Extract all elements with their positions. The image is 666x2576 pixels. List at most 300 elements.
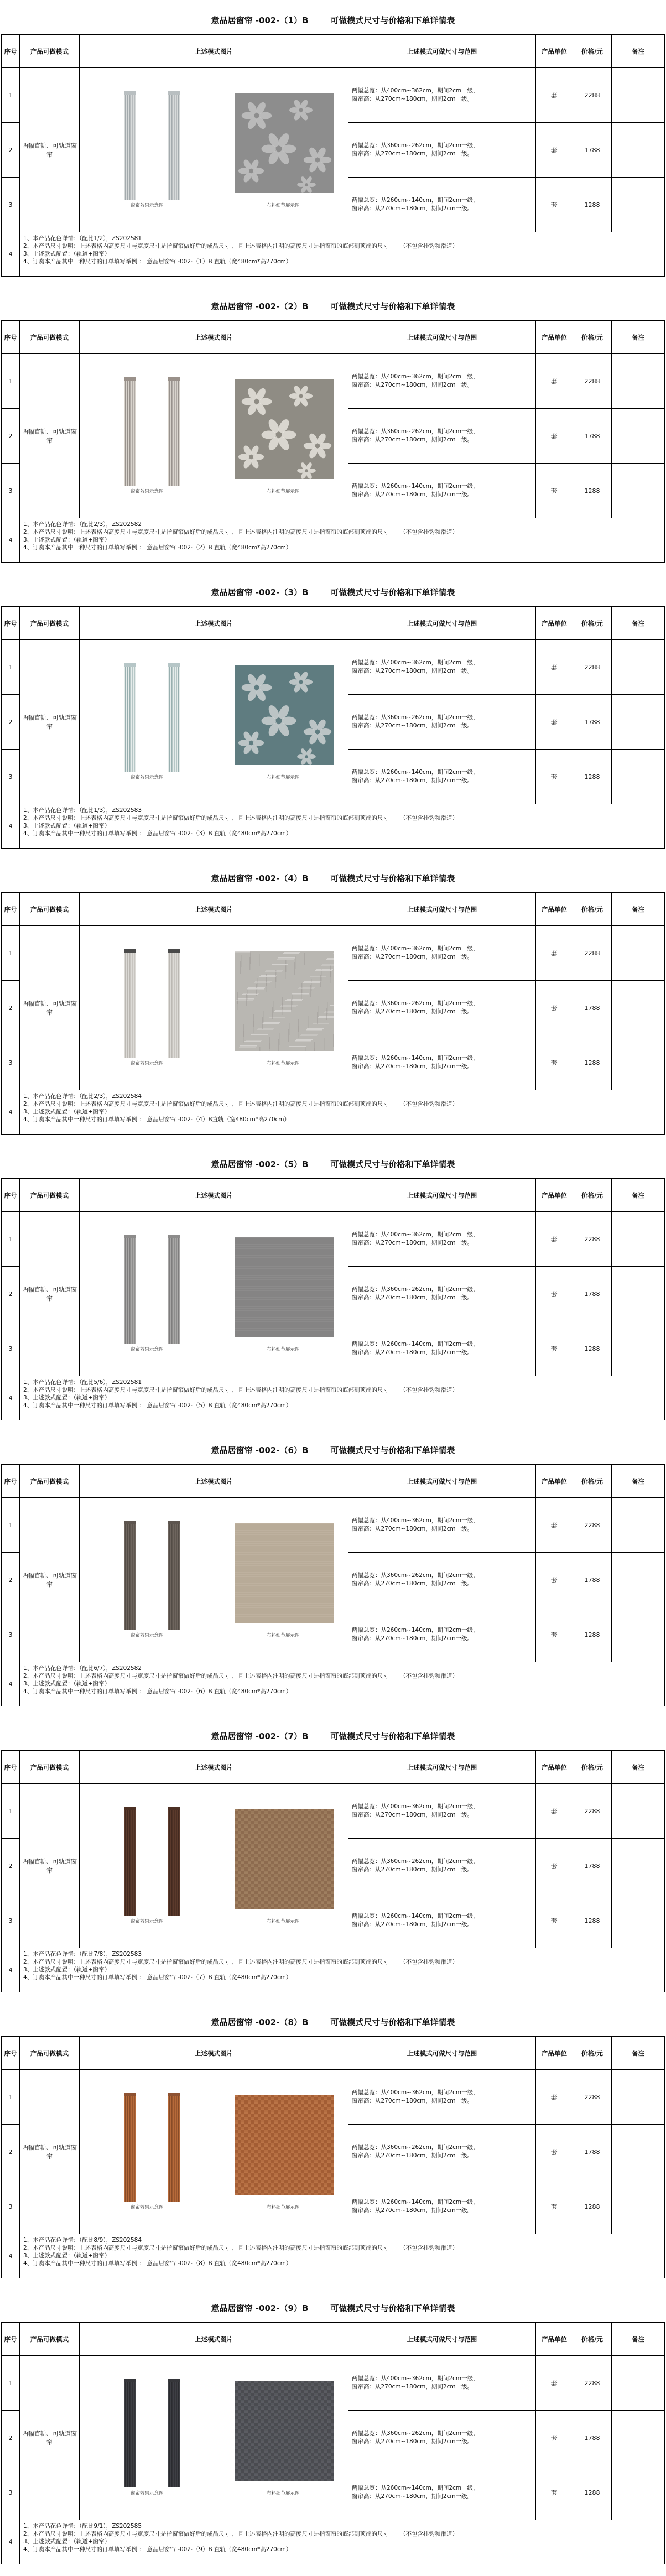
notes-cell: [20, 1662, 665, 1706]
size-line: 窗帘高：从270cm~180cm，期间2cm一级。: [352, 382, 474, 389]
row-index: 2: [2, 1553, 20, 1607]
header-row: [2, 2323, 665, 2356]
remark-value: [612, 2125, 665, 2179]
row-index: 3: [2, 750, 20, 804]
color-note: 1、本产品花色详情：（配比6/7），ZS202582: [23, 1664, 142, 1672]
title-suffix: 可做模式尺寸与价格和下单详情表: [330, 587, 455, 597]
row-index: 2: [2, 1839, 20, 1893]
notes-cell: [20, 1090, 665, 1134]
table-row: [2, 926, 665, 981]
row-index: 3: [2, 178, 20, 232]
header-picture: 上述模式图片: [80, 1179, 348, 1212]
size-range: [348, 981, 536, 1035]
size-line: 窗帘高：从270cm~180cm，期间2cm一级。: [352, 1008, 474, 1016]
price-value: 1788: [573, 123, 612, 178]
header-picture: 上述模式图片: [80, 1465, 348, 1498]
unit-value: 套: [536, 1553, 573, 1607]
size-line: 两幅总宽：从260cm~140cm，期间2cm一级，: [352, 2199, 479, 2205]
size-note: [23, 2530, 661, 2538]
curtain-caption: 窗帘效果示意图: [131, 1919, 164, 1925]
notes-cell: [20, 2520, 665, 2564]
size-line: 两幅总宽：从400cm~362cm，期间2cm一级，: [352, 945, 479, 953]
size-range: [348, 68, 536, 123]
size-line: 两幅总宽：从360cm~262cm，期间2cm一级，: [352, 1858, 479, 1865]
size-line: 两幅总宽：从360cm~262cm，期间2cm一级，: [352, 2144, 479, 2151]
price-value: 1788: [573, 1267, 612, 1321]
order-note: 4、订购本产品其中一种尺寸的订单填写举例 ： 意品居窗帘 -002-（8）B 直轨（宽480cm*高270cm）: [23, 2260, 292, 2267]
curtain-illustration: [85, 659, 218, 783]
price-value: 2288: [573, 640, 612, 695]
remark-value: [612, 926, 665, 981]
size-range: [348, 1498, 536, 1553]
size-line: 窗帘高：从270cm~180cm，期间2cm一级。: [352, 1866, 474, 1874]
product-name: 意品居窗帘 -002-（3）B: [211, 587, 309, 597]
price-value: 1288: [573, 464, 612, 518]
header-index: 序号: [2, 2037, 20, 2070]
block-title: [0, 586, 666, 600]
remark-value: [612, 354, 665, 409]
pictures: [80, 2371, 348, 2504]
header-row: [2, 1179, 665, 1212]
pictures: [80, 1513, 348, 1646]
size-range: [348, 1839, 536, 1893]
header-picture: 上述模式图片: [80, 893, 348, 926]
fabric-swatch: [235, 1809, 334, 1909]
header-unit: 产品单位: [536, 1179, 573, 1212]
fabric-caption: 布料细节展示图: [267, 203, 300, 209]
notes-index: 4: [2, 1662, 20, 1706]
pictures: [80, 370, 348, 502]
color-note: 1、本产品花色详情：（配比7/8），ZS202583: [23, 1950, 142, 1958]
notes-row: [2, 2520, 665, 2564]
size-range: [348, 2070, 536, 2125]
size-range: [348, 1267, 536, 1321]
row-index: 1: [2, 926, 20, 981]
notes-row: [2, 1662, 665, 1706]
header-picture: 上述模式图片: [80, 321, 348, 354]
color-note: 1、本产品花色详情：（配比9/1），ZS202585: [23, 2522, 142, 2530]
size-line: 窗帘高：从270cm~180cm，期间2cm一级。: [352, 2438, 474, 2445]
color-note: 1、本产品花色详情：（配比5/6），ZS202581: [23, 1378, 142, 1386]
notes-index: 4: [2, 1090, 20, 1134]
remark-value: [612, 2465, 665, 2520]
order-note: 4、订购本产品其中一种尺寸的订单填写举例 ： 意品居窗帘 -002-（4）B直轨（宽480cm*高270cm）: [23, 1116, 290, 1123]
size-line: 窗帘高：从270cm~180cm，期间2cm一级。: [352, 1240, 474, 1247]
size-note-suffix: （不包含挂钩和滑道）: [400, 1386, 459, 1393]
color-note: 1、本产品花色详情：（配比8/9），ZS202584: [23, 2236, 142, 2244]
size-note-text: 2、本产品尺寸说明：上述表格内高度尺寸与宽度尺寸是指窗帘做好后的成品尺寸 ，且上述表格内注明的高度尺寸是指窗帘的底部到顶端的尺寸: [23, 1386, 389, 1393]
header-unit: 产品单位: [536, 35, 573, 68]
picture-cell: [80, 354, 348, 518]
size-line: 窗帘高：从270cm~180cm，期间2cm一级。: [352, 722, 474, 730]
block-title: [0, 300, 666, 314]
title-suffix: 可做模式尺寸与价格和下单详情表: [330, 2017, 455, 2027]
size-line: 两幅总宽：从400cm~362cm，期间2cm一级，: [352, 2375, 479, 2382]
curtain-panel: [124, 2379, 136, 2487]
unit-value: 套: [536, 1212, 573, 1267]
size-line: 窗帘高：从270cm~180cm，期间2cm一级。: [352, 668, 474, 675]
curtain-illustration: [85, 373, 218, 497]
size-note-suffix: （不包含挂钩和滑道）: [400, 1672, 459, 1679]
header-row: [2, 1751, 665, 1784]
curtain-caption: 窗帘效果示意图: [131, 1633, 164, 1639]
row-index: 2: [2, 123, 20, 178]
accessory-note: 3、上述款式配置：（轨道+窗帘）: [23, 250, 111, 257]
remark-value: [612, 2411, 665, 2465]
fabric-swatch: [235, 93, 334, 193]
price-value: 1788: [573, 1839, 612, 1893]
size-note: [23, 1100, 661, 1108]
row-index: 3: [2, 1607, 20, 1662]
size-range: [348, 1553, 536, 1607]
size-note-text: 2、本产品尺寸说明：上述表格内高度尺寸与宽度尺寸是指窗帘做好后的成品尺寸 ，且上述表格内注明的高度尺寸是指窗帘的底部到顶端的尺寸: [23, 1100, 389, 1107]
accessory-note: 3、上述款式配置：（轨道+窗帘）: [23, 1108, 111, 1115]
header-price: 价格/元: [573, 2323, 612, 2356]
curtain-panel: [124, 2093, 136, 2202]
table-row: [2, 2356, 665, 2411]
remark-value: [612, 409, 665, 464]
unit-value: 套: [536, 354, 573, 409]
accessory-note: 3、上述款式配置：（轨道+窗帘）: [23, 2252, 111, 2259]
size-range: [348, 1321, 536, 1376]
row-index: 1: [2, 2070, 20, 2125]
unit-value: 套: [536, 2465, 573, 2520]
size-line: 两幅总宽：从260cm~140cm，期间2cm一级，: [352, 483, 479, 490]
size-range: [348, 464, 536, 518]
notes-cell: [20, 2234, 665, 2278]
size-line: 两幅总宽：从360cm~262cm，期间2cm一级，: [352, 428, 479, 435]
fabric-swatch: [235, 2095, 334, 2195]
table-row: [2, 1212, 665, 1267]
notes-row: [2, 518, 665, 562]
row-index: 3: [2, 2465, 20, 2520]
price-value: 1788: [573, 695, 612, 750]
notes-index: 4: [2, 804, 20, 848]
size-line: 窗帘高：从270cm~180cm，期间2cm一级。: [352, 205, 474, 212]
header-unit: 产品单位: [536, 607, 573, 640]
size-note: [23, 2244, 661, 2252]
header-type: 产品可做模式: [20, 1465, 80, 1498]
product-name: 意品居窗帘 -002-（5）B: [211, 1159, 309, 1169]
size-line: 两幅总宽：从360cm~262cm，期间2cm一级，: [352, 142, 479, 149]
size-note-suffix: （不包含挂钩和滑道）: [400, 242, 459, 249]
notes-row: [2, 232, 665, 276]
unit-value: 套: [536, 1839, 573, 1893]
curtain-panel: [168, 2093, 180, 2202]
fabric-caption: 布料细节展示图: [267, 2491, 300, 2497]
header-type: 产品可做模式: [20, 35, 80, 68]
header-size: 上述模式可做尺寸与范围: [348, 893, 536, 926]
size-line: 两幅总宽：从260cm~140cm，期间2cm一级，: [352, 1913, 479, 1919]
block-title: [0, 2016, 666, 2029]
curtain-illustration: [85, 1517, 218, 1641]
size-note-text: 2、本产品尺寸说明：上述表格内高度尺寸与宽度尺寸是指窗帘做好后的成品尺寸 ，且上述表格内注明的高度尺寸是指窗帘的底部到顶端的尺寸: [23, 1672, 389, 1679]
row-index: 3: [2, 1321, 20, 1376]
price-value: 2288: [573, 926, 612, 981]
remark-value: [612, 1893, 665, 1948]
mode-type: 两幅直轨、可轨道窗帘: [20, 640, 80, 804]
spec-table: [1, 1464, 665, 1706]
remark-value: [612, 1267, 665, 1321]
curtain-panel: [124, 377, 136, 486]
size-note-suffix: （不包含挂钩和滑道）: [400, 1100, 459, 1107]
price-value: 2288: [573, 1784, 612, 1839]
table-row: [2, 1498, 665, 1553]
order-note: 4、订购本产品其中一种尺寸的订单填写举例 ： 意品居窗帘 -002-（9）B 直轨（宽480cm*高270cm）: [23, 2546, 292, 2553]
curtain-caption: 窗帘效果示意图: [131, 1061, 164, 1067]
header-type: 产品可做模式: [20, 607, 80, 640]
fabric-caption: 布料细节展示图: [267, 1347, 300, 1353]
size-line: 两幅总宽：从400cm~362cm，期间2cm一级，: [352, 1517, 479, 1524]
header-remark: 备注: [612, 893, 665, 926]
size-line: 窗帘高：从270cm~180cm，期间2cm一级。: [352, 1349, 474, 1356]
size-line: 窗帘高：从270cm~180cm，期间2cm一级。: [352, 2384, 474, 2391]
header-unit: 产品单位: [536, 1751, 573, 1784]
notes-index: 4: [2, 518, 20, 562]
header-unit: 产品单位: [536, 321, 573, 354]
header-unit: 产品单位: [536, 2037, 573, 2070]
price-value: 1788: [573, 2125, 612, 2179]
pictures: [80, 1799, 348, 1932]
size-line: 两幅总宽：从400cm~362cm，期间2cm一级，: [352, 2089, 479, 2096]
size-line: 窗帘高：从270cm~180cm，期间2cm一级。: [352, 777, 474, 784]
fabric-swatch: [235, 2381, 334, 2481]
unit-value: 套: [536, 640, 573, 695]
size-note-suffix: （不包含挂钩和滑道）: [400, 1958, 459, 1965]
header-price: 价格/元: [573, 2037, 612, 2070]
order-note: 4、订购本产品其中一种尺寸的订单填写举例 ： 意品居窗帘 -002-（6）B 直轨（宽480cm*高270cm）: [23, 1688, 292, 1695]
header-picture: 上述模式图片: [80, 2037, 348, 2070]
header-remark: 备注: [612, 1751, 665, 1784]
title-suffix: 可做模式尺寸与价格和下单详情表: [330, 2303, 455, 2313]
notes-index: 4: [2, 232, 20, 276]
fabric-swatch: [235, 665, 334, 765]
size-line: 窗帘高：从270cm~180cm，期间2cm一级。: [352, 1526, 474, 1533]
accessory-note: 3、上述款式配置：（轨道+窗帘）: [23, 822, 111, 829]
row-index: 2: [2, 695, 20, 750]
size-line: 窗帘高：从270cm~180cm，期间2cm一级。: [352, 1580, 474, 1588]
curtain-panel: [124, 949, 136, 1058]
unit-value: 套: [536, 1784, 573, 1839]
unit-value: 套: [536, 178, 573, 232]
size-line: 两幅总宽：从260cm~140cm，期间2cm一级，: [352, 1341, 479, 1347]
row-index: 2: [2, 409, 20, 464]
header-index: 序号: [2, 321, 20, 354]
product-block: [0, 1430, 666, 1716]
size-range: [348, 640, 536, 695]
spec-table: [1, 1178, 665, 1420]
size-line: 两幅总宽：从260cm~140cm，期间2cm一级，: [352, 197, 479, 204]
remark-value: [612, 1553, 665, 1607]
product-block: [0, 1716, 666, 2002]
picture-cell: [80, 1784, 348, 1948]
remark-value: [612, 2179, 665, 2234]
pictures: [80, 1227, 348, 1360]
notes-row: [2, 2234, 665, 2278]
title-suffix: 可做模式尺寸与价格和下单详情表: [330, 1159, 455, 1169]
notes-cell: [20, 1376, 665, 1420]
header-price: 价格/元: [573, 1179, 612, 1212]
product-block: [0, 2002, 666, 2288]
price-value: 2288: [573, 354, 612, 409]
mode-type: 两幅直轨、可轨道窗帘: [20, 354, 80, 518]
unit-value: 套: [536, 1321, 573, 1376]
curtain-panel: [168, 2379, 180, 2487]
size-line: 两幅总宽：从400cm~362cm，期间2cm一级，: [352, 659, 479, 667]
fabric-caption: 布料细节展示图: [267, 775, 300, 781]
order-note: 4、订购本产品其中一种尺寸的订单填写举例 ： 意品居窗帘 -002-（2）B 直轨（宽480cm*高270cm）: [23, 544, 292, 551]
title-suffix: 可做模式尺寸与价格和下单详情表: [330, 301, 455, 311]
size-note-suffix: （不包含挂钩和滑道）: [400, 528, 459, 535]
header-type: 产品可做模式: [20, 2323, 80, 2356]
unit-value: 套: [536, 1035, 573, 1090]
size-range: [348, 2465, 536, 2520]
curtain-panel: [124, 663, 136, 772]
size-note: [23, 1386, 661, 1394]
size-range: [348, 409, 536, 464]
header-remark: 备注: [612, 2037, 665, 2070]
header-remark: 备注: [612, 607, 665, 640]
picture-cell: [80, 1498, 348, 1662]
size-note-text: 2、本产品尺寸说明：上述表格内高度尺寸与宽度尺寸是指窗帘做好后的成品尺寸 ，且上述表格内注明的高度尺寸是指窗帘的底部到顶端的尺寸: [23, 2244, 389, 2251]
size-line: 窗帘高：从270cm~180cm，期间2cm一级。: [352, 954, 474, 961]
size-line: 窗帘高：从270cm~180cm，期间2cm一级。: [352, 96, 474, 103]
curtain-illustration: [85, 2375, 218, 2499]
spec-table: [1, 320, 665, 563]
size-range: [348, 354, 536, 409]
remark-value: [612, 1784, 665, 1839]
unit-value: 套: [536, 68, 573, 123]
block-title: [0, 1444, 666, 1458]
header-remark: 备注: [612, 35, 665, 68]
product-name: 意品居窗帘 -002-（4）B: [211, 873, 309, 883]
unit-value: 套: [536, 1607, 573, 1662]
size-line: 窗帘高：从270cm~180cm，期间2cm一级。: [352, 2152, 474, 2159]
pictures: [80, 84, 348, 216]
size-range: [348, 1607, 536, 1662]
product-block: [0, 1144, 666, 1430]
price-value: 1288: [573, 178, 612, 232]
remark-value: [612, 464, 665, 518]
price-value: 1788: [573, 1553, 612, 1607]
spec-table: [1, 892, 665, 1135]
fabric-swatch: [235, 379, 334, 479]
mode-type: 两幅直轨、可轨道窗帘: [20, 1784, 80, 1948]
header-index: 序号: [2, 893, 20, 926]
price-value: 2288: [573, 68, 612, 123]
size-note-suffix: （不包含挂钩和滑道）: [400, 2530, 459, 2537]
picture-cell: [80, 2070, 348, 2234]
size-line: 窗帘高：从270cm~180cm，期间2cm一级。: [352, 150, 474, 158]
header-picture: 上述模式图片: [80, 607, 348, 640]
curtain-illustration: [85, 945, 218, 1069]
header-size: 上述模式可做尺寸与范围: [348, 1465, 536, 1498]
price-value: 1288: [573, 1321, 612, 1376]
product-block: [0, 286, 666, 572]
spec-table: [1, 2036, 665, 2278]
unit-value: 套: [536, 2179, 573, 2234]
row-index: 3: [2, 2179, 20, 2234]
size-range: [348, 926, 536, 981]
curtain-caption: 窗帘效果示意图: [131, 2491, 164, 2497]
size-note-text: 2、本产品尺寸说明：上述表格内高度尺寸与宽度尺寸是指窗帘做好后的成品尺寸 ，且上述表格内注明的高度尺寸是指窗帘的底部到顶端的尺寸: [23, 1958, 389, 1965]
mode-type: 两幅直轨、可轨道窗帘: [20, 2356, 80, 2520]
header-price: 价格/元: [573, 35, 612, 68]
price-value: 1788: [573, 409, 612, 464]
price-value: 1788: [573, 2411, 612, 2465]
curtain-panel: [168, 663, 180, 772]
header-size: 上述模式可做尺寸与范围: [348, 35, 536, 68]
size-line: 两幅总宽：从400cm~362cm，期间2cm一级，: [352, 1803, 479, 1810]
header-row: [2, 1465, 665, 1498]
mode-type: 两幅直轨、可轨道窗帘: [20, 68, 80, 232]
notes-index: 4: [2, 1948, 20, 1992]
header-type: 产品可做模式: [20, 321, 80, 354]
notes-row: [2, 1090, 665, 1134]
pictures: [80, 2085, 348, 2218]
row-index: 1: [2, 2356, 20, 2411]
size-note-text: 2、本产品尺寸说明：上述表格内高度尺寸与宽度尺寸是指窗帘做好后的成品尺寸 ，且上述表格内注明的高度尺寸是指窗帘的底部到顶端的尺寸: [23, 814, 389, 821]
price-value: 1288: [573, 1893, 612, 1948]
accessory-note: 3、上述款式配置：（轨道+窗帘）: [23, 1394, 111, 1401]
remark-value: [612, 123, 665, 178]
unit-value: 套: [536, 750, 573, 804]
remark-value: [612, 750, 665, 804]
price-value: 1288: [573, 2179, 612, 2234]
remark-value: [612, 640, 665, 695]
unit-value: 套: [536, 409, 573, 464]
header-index: 序号: [2, 1179, 20, 1212]
header-row: [2, 35, 665, 68]
size-line: 窗帘高：从270cm~180cm，期间2cm一级。: [352, 2493, 474, 2500]
product-name: 意品居窗帘 -002-（7）B: [211, 1731, 309, 1741]
spec-table: [1, 606, 665, 849]
row-index: 1: [2, 1498, 20, 1553]
size-line: 窗帘高：从270cm~180cm，期间2cm一级。: [352, 2207, 474, 2214]
size-range: [348, 2356, 536, 2411]
header-price: 价格/元: [573, 1465, 612, 1498]
header-size: 上述模式可做尺寸与范围: [348, 1179, 536, 1212]
row-index: 3: [2, 464, 20, 518]
price-value: 2288: [573, 2070, 612, 2125]
size-line: 两幅总宽：从360cm~262cm，期间2cm一级，: [352, 2430, 479, 2437]
size-line: 两幅总宽：从360cm~262cm，期间2cm一级，: [352, 1286, 479, 1293]
curtain-caption: 窗帘效果示意图: [131, 775, 164, 781]
picture-cell: [80, 2356, 348, 2520]
size-range: [348, 123, 536, 178]
title-suffix: 可做模式尺寸与价格和下单详情表: [330, 15, 455, 25]
curtain-illustration: [85, 1803, 218, 1927]
spec-table: [1, 34, 665, 277]
size-range: [348, 750, 536, 804]
accessory-note: 3、上述款式配置：（轨道+窗帘）: [23, 1680, 111, 1687]
accessory-note: 3、上述款式配置：（轨道+窗帘）: [23, 1966, 111, 1973]
unit-value: 套: [536, 2411, 573, 2465]
header-row: [2, 2037, 665, 2070]
header-remark: 备注: [612, 1179, 665, 1212]
product-block: [0, 0, 666, 286]
block-title: [0, 1158, 666, 1172]
size-range: [348, 2179, 536, 2234]
notes-row: [2, 804, 665, 848]
header-unit: 产品单位: [536, 2323, 573, 2356]
row-index: 3: [2, 1035, 20, 1090]
notes-index: 4: [2, 2520, 20, 2564]
fabric-caption: 布料细节展示图: [267, 2205, 300, 2211]
remark-value: [612, 695, 665, 750]
color-note: 1、本产品花色详情：（配比1/3），ZS202583: [23, 806, 142, 814]
header-row: [2, 607, 665, 640]
